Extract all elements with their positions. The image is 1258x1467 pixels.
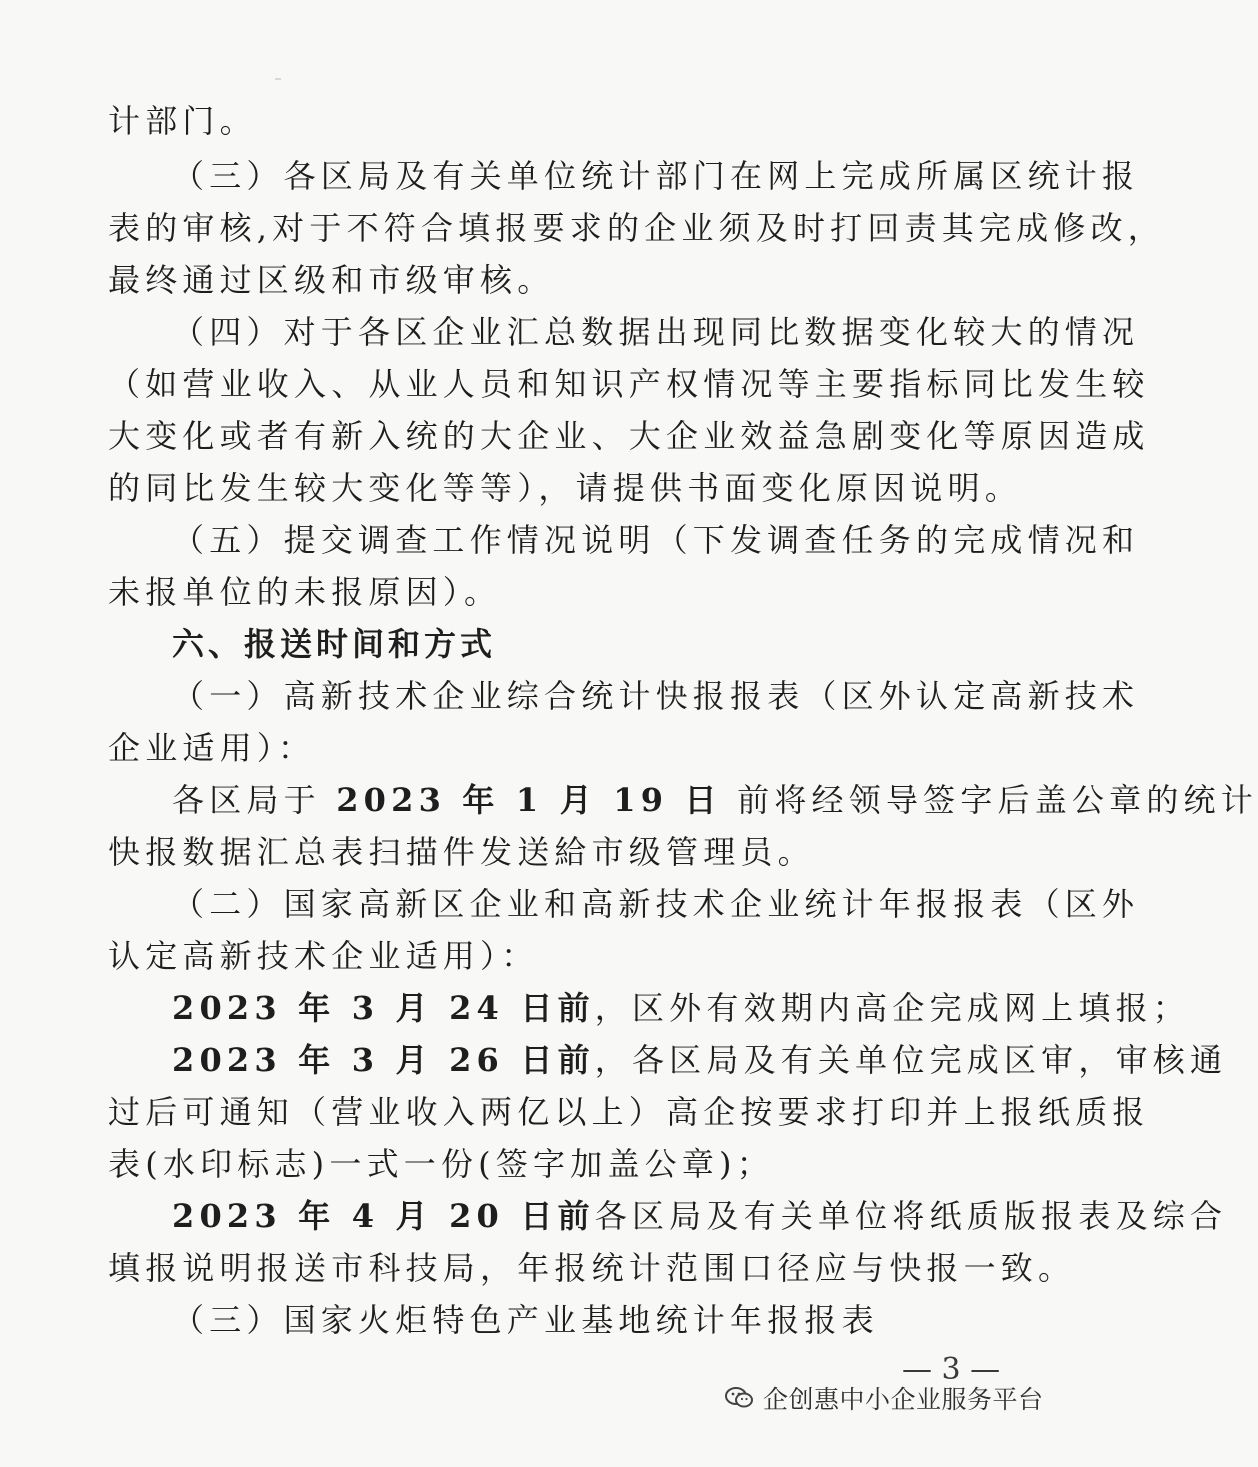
annual-report-line: （二）国家高新区企业和高新技术企业统计年报报表（区外 — [172, 885, 1140, 923]
deadline-date: 2023 年 3 月 26 日前 — [172, 1041, 595, 1079]
paragraph-line: （三）各区局及有关单位统计部门在网上完成所属区统计报 — [172, 157, 1140, 195]
section-line: （一）高新技术企业综合统计快报报表（区外认定高新技术 — [172, 677, 1140, 715]
deadline-text: ，各区局及有关单位完成区审，审核通 — [594, 1041, 1228, 1079]
watermark-text: 企创惠中小企业服务平台 — [763, 1385, 1044, 1414]
page-number: — 3 — — [902, 1352, 1001, 1387]
paragraph-line: （如营业收入、从业人员和知识产权情况等主要指标同比发生较 — [108, 365, 1150, 403]
section-heading: 六、报送时间和方式 — [172, 625, 497, 663]
deadline-line — [172, 1196, 1228, 1236]
deadline-line-continuation: 填报说明报送市科技局，年报统计范围口径应与快报一致。 — [108, 1249, 1076, 1287]
paragraph-line: 计部门。 — [108, 102, 257, 140]
paragraph-line: （五）提交调查工作情况说明（下发调查任务的完成情况和 — [172, 521, 1140, 559]
deadline-line-continuation: 表(水印标志)一式一份(签字加盖公章)； — [108, 1145, 774, 1183]
annual-report-line: 认定高新技术企业适用）： — [108, 937, 539, 975]
deadline-text: 各区局及有关单位将纸质版报表及综合 — [594, 1197, 1228, 1235]
deadline-text: ，区外有效期内高企完成网上填报； — [594, 989, 1190, 1027]
deadline-prefix: 各区局于 — [172, 781, 321, 819]
deadline-line — [172, 988, 1190, 1028]
deadline-date: 2023 年 1 月 19 日 — [336, 781, 722, 819]
paragraph-line: （四）对于各区企业汇总数据出现同比数据变化较大的情况 — [172, 313, 1140, 351]
paragraph-line: 表的审核,对于不符合填报要求的企业须及时打回责其完成修改， — [108, 209, 1165, 247]
watermark — [725, 1378, 1044, 1418]
torch-report-line: （三）国家火炬特色产业基地统计年报报表 — [172, 1301, 879, 1339]
deadline-date: 2023 年 4 月 20 日前 — [172, 1197, 595, 1235]
paragraph-line: 大变化或者有新入统的大企业、大企业效益急剧变化等原因造成 — [108, 417, 1150, 455]
section-line: 企业适用）： — [108, 729, 316, 767]
deadline-line — [172, 780, 1258, 820]
deadline-line-continuation: 过后可通知（营业收入两亿以上）高企按要求打印并上报纸质报 — [108, 1093, 1150, 1131]
paragraph-line: 的同比发生较大变化等等），请提供书面变化原因说明。 — [108, 469, 1023, 507]
deadline-line — [172, 1040, 1228, 1080]
paragraph-line: 未报单位的未报原因）。 — [108, 573, 502, 611]
wechat-icon — [725, 1386, 753, 1410]
paragraph-line: 最终通过区级和市级审核。 — [108, 261, 555, 299]
deadline-line-continuation: 快报数据汇总表扫描件发送給市级管理员。 — [108, 833, 815, 871]
scan-mark — [275, 78, 281, 80]
deadline-text: 前将经领导签字后盖公章的统计 — [737, 781, 1258, 819]
deadline-date: 2023 年 3 月 24 日前 — [172, 989, 595, 1027]
